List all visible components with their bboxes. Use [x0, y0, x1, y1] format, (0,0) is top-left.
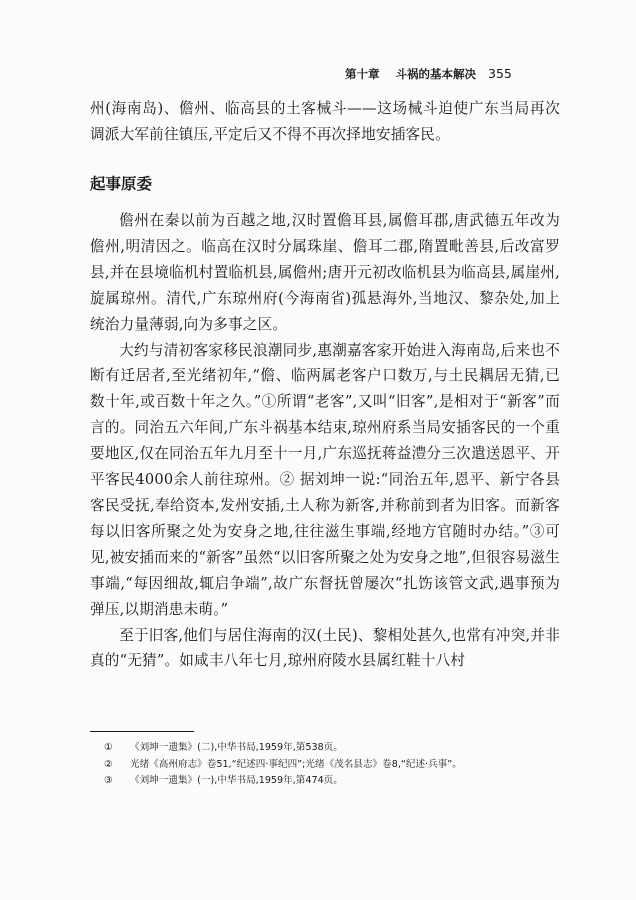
- paragraph: 大约与清初客家移民浪潮同步,惠潮嘉客家开始进入海南岛,后来也不断有迁居者,至光绪初年,“儋、临两属老客户口数万,与土民耦居无猜,已数十年,或百数十年之久。”①所谓“老客”,又叫“旧客”,是相对于“新客”而言的。同治五六年间,广东斗祸基本结束,琼州府系当局安插客民的一个重要地区,仅在同治五年九月至十一月,广东巡抚蒋益澧分三次遣送恩平、开平客民4000余人前往琼州。② 据刘坤一说:“同治五年,恩平、新宁各县客民受抚,奉给资本,发州安插,土人称为新客,并称前到者为旧客。而新客每以旧客所聚之处为安身之地,往往滋生事端,经地方官随时办结。”③可见,被安插而来的“新客”虽然“以旧客所聚之处为安身之地”,但很容易滋生事端,“每因细故,辄启争端”,故广东督抚曾屡次“扎饬该管文武,遇事预为弹压,以期消患未萌。”: [90, 341, 560, 618]
- continued-paragraph-block: [90, 96, 560, 148]
- footnote-mark: ①: [104, 742, 113, 753]
- footnote: [104, 773, 564, 790]
- footnote-divider: [90, 731, 194, 732]
- running-head-title: 斗祸的基本解决: [395, 67, 477, 81]
- running-head-chapter: 第十章: [345, 67, 380, 81]
- footnote: [104, 757, 564, 774]
- footnote-text: 《刘坤一遗集》(一),中华书局,1959年,第474页。: [130, 775, 343, 786]
- main-text: [90, 208, 560, 674]
- footnotes: [104, 740, 564, 790]
- paragraph: 儋州在秦以前为百越之地,汉时置儋耳县,属儋耳郡,唐武德五年改为儋州,明清因之。临高在汉时分属珠崖、儋耳二郡,隋置毗善县,后改富罗县,并在县境临机村置临机县,属儋州;唐开元初改临机县为临高县,属崖州,旋属琼州。清代,广东琼州府(今海南省)孤悬海外,当地汉、黎杂处,加上统治力量薄弱,向为多事之区。: [90, 212, 560, 333]
- footnote-mark: ③: [104, 775, 113, 786]
- paragraph: 至于旧客,他们与居住海南的汉(土民)、黎相处甚久,也常有冲突,并非真的“无猜”。如咸丰八年七月,琼州府陵水县属红鞋十八村: [90, 626, 560, 670]
- running-head: [345, 66, 561, 82]
- footnote-mark: ②: [104, 758, 113, 770]
- footnote: [104, 740, 564, 757]
- continued-paragraph: 州(海南岛)、儋州、临高县的土客械斗——这场械斗迫使广东当局再次调派大军前往镇压,平定后又不得不再次择地安插客民。: [90, 100, 560, 143]
- footnote-text: 光绪《高州府志》卷51,“纪述四·事纪四”;光绪《茂名县志》卷8,“纪述·兵事”。: [130, 758, 462, 770]
- section-heading: 起事原委: [90, 175, 153, 193]
- page-number: 355: [488, 66, 512, 81]
- footnote-text: 《刘坤一遗集》(二),中华书局,1959年,第538页。: [130, 742, 343, 753]
